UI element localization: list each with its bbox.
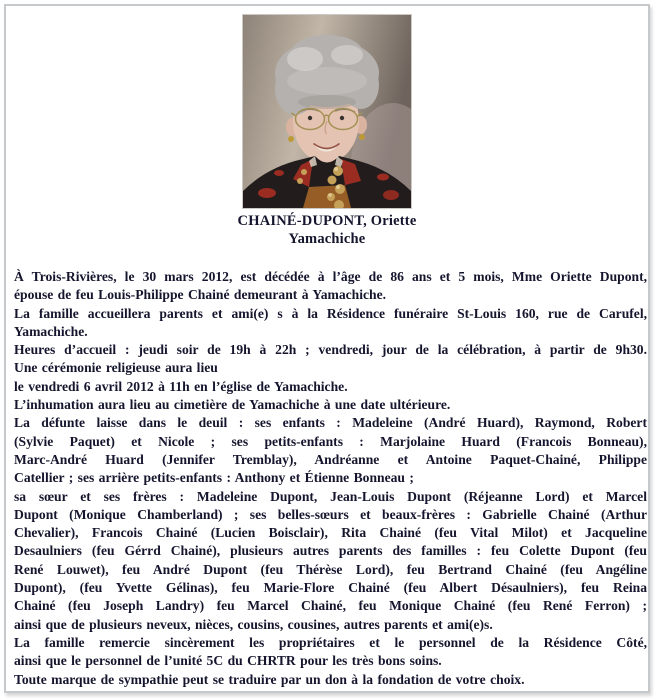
obituary-line: Dupont (Monique Chamberland) ; ses belles-sœurs et beaux-frères : Gabrielle Chainé (Arthur bbox=[14, 506, 647, 522]
left-earring bbox=[288, 136, 294, 142]
left-eye bbox=[308, 116, 312, 120]
obituary-line: épouse de feu Louis-Philippe Chainé demeurant à Yamachiche. bbox=[14, 287, 387, 303]
obituary-line: L’inhumation aura lieu au cimetière de Yamachiche à une date ultérieure. bbox=[14, 397, 451, 413]
right-earring bbox=[359, 134, 365, 140]
obituary-line: Dupont), (feu Yvette Gélinas), feu Marie-Flore Chainé (feu Albert Désaulniers), feu Reina bbox=[14, 580, 647, 596]
obituary-line: René Louwet), feu André Dupont (feu Thérèse Lord), feu Bertrand Chainé (feu Angéline bbox=[14, 561, 647, 577]
portrait-illustration bbox=[243, 15, 411, 208]
deceased-name: CHAINÉ-DUPONT, Oriette bbox=[237, 213, 417, 229]
obituary-line: ainsi que le personnel de l’unité 5C du CHRTR pour les très bons soins. bbox=[14, 653, 442, 669]
obituary-line: Catellier ; ses arrière petits-enfants : Anthony et Étienne Bonneau ; bbox=[14, 470, 414, 486]
obituary-text bbox=[14, 268, 647, 689]
obituary-line: Chevalier), Francois Chainé (Lucien Boisclair), Rita Chainé (feu Vital Milot) et Jacqueline bbox=[14, 525, 647, 541]
obituary-page bbox=[4, 4, 650, 693]
obituary-line: Toute marque de sympathie peut se traduire par un don à la fondation de votre choix. bbox=[14, 671, 525, 687]
obituary-line: Yamachiche. bbox=[14, 323, 88, 339]
obituary-line: ainsi que de plusieurs neveux, nièces, cousins, cousines, autres parents et ami(e)s. bbox=[14, 616, 493, 632]
obituary-line: (Sylvie Paquet) et Nicole ; ses petits-enfants : Marjolaine Huard (Francois Bonneau), bbox=[14, 433, 647, 449]
deceased-location: Yamachiche bbox=[288, 231, 366, 247]
right-eye bbox=[340, 116, 344, 120]
portrait-photo bbox=[243, 15, 411, 208]
obituary-line: sa sœur et ses frères : Madeleine Dupont, Jean-Louis Dupont (Réjeanne Lord) et Marcel bbox=[14, 488, 647, 504]
obituary-line: Une cérémonie religieuse aura lieu bbox=[14, 360, 218, 376]
obituary-line: Heures d’accueil : jeudi soir de 19h à 22h ; vendredi, jour de la célébration, à partir de 9h30. bbox=[14, 342, 647, 358]
obituary-line: La famille remercie sincèrement les propriétaires et le personnel de la Résidence Côté, bbox=[14, 634, 647, 650]
obituary-line: le vendredi 6 avril 2012 à 11h en l’église de Yamachiche. bbox=[14, 378, 348, 394]
header-block bbox=[6, 212, 648, 248]
obituary-line: Desaulniers (feu Gérrd Chainé), plusieurs autres parents des familles : feu Colette Dupont (feu bbox=[14, 543, 647, 559]
obituary-line: Marc-André Huard (Jennifer Tremblay), Andréanne et Antoine Paquet-Chainé, Philippe bbox=[14, 451, 647, 467]
obituary-line: Chainé (feu Joseph Landry) feu Marcel Chainé, feu Monique Chainé (feu René Ferron) ; bbox=[14, 598, 647, 614]
obituary-line: À Trois-Rivières, le 30 mars 2012, est décédée à l’âge de 86 ans et 5 mois, Mme Oriette Dupont, bbox=[14, 269, 647, 284]
obituary-line: La famille accueillera parents et ami(e) s à la Résidence funéraire St-Louis 160, rue de Carufel, bbox=[14, 305, 647, 321]
obituary-line: La défunte laisse dans le deuil : ses enfants : Madeleine (André Huard), Raymond, Robert bbox=[14, 415, 647, 431]
